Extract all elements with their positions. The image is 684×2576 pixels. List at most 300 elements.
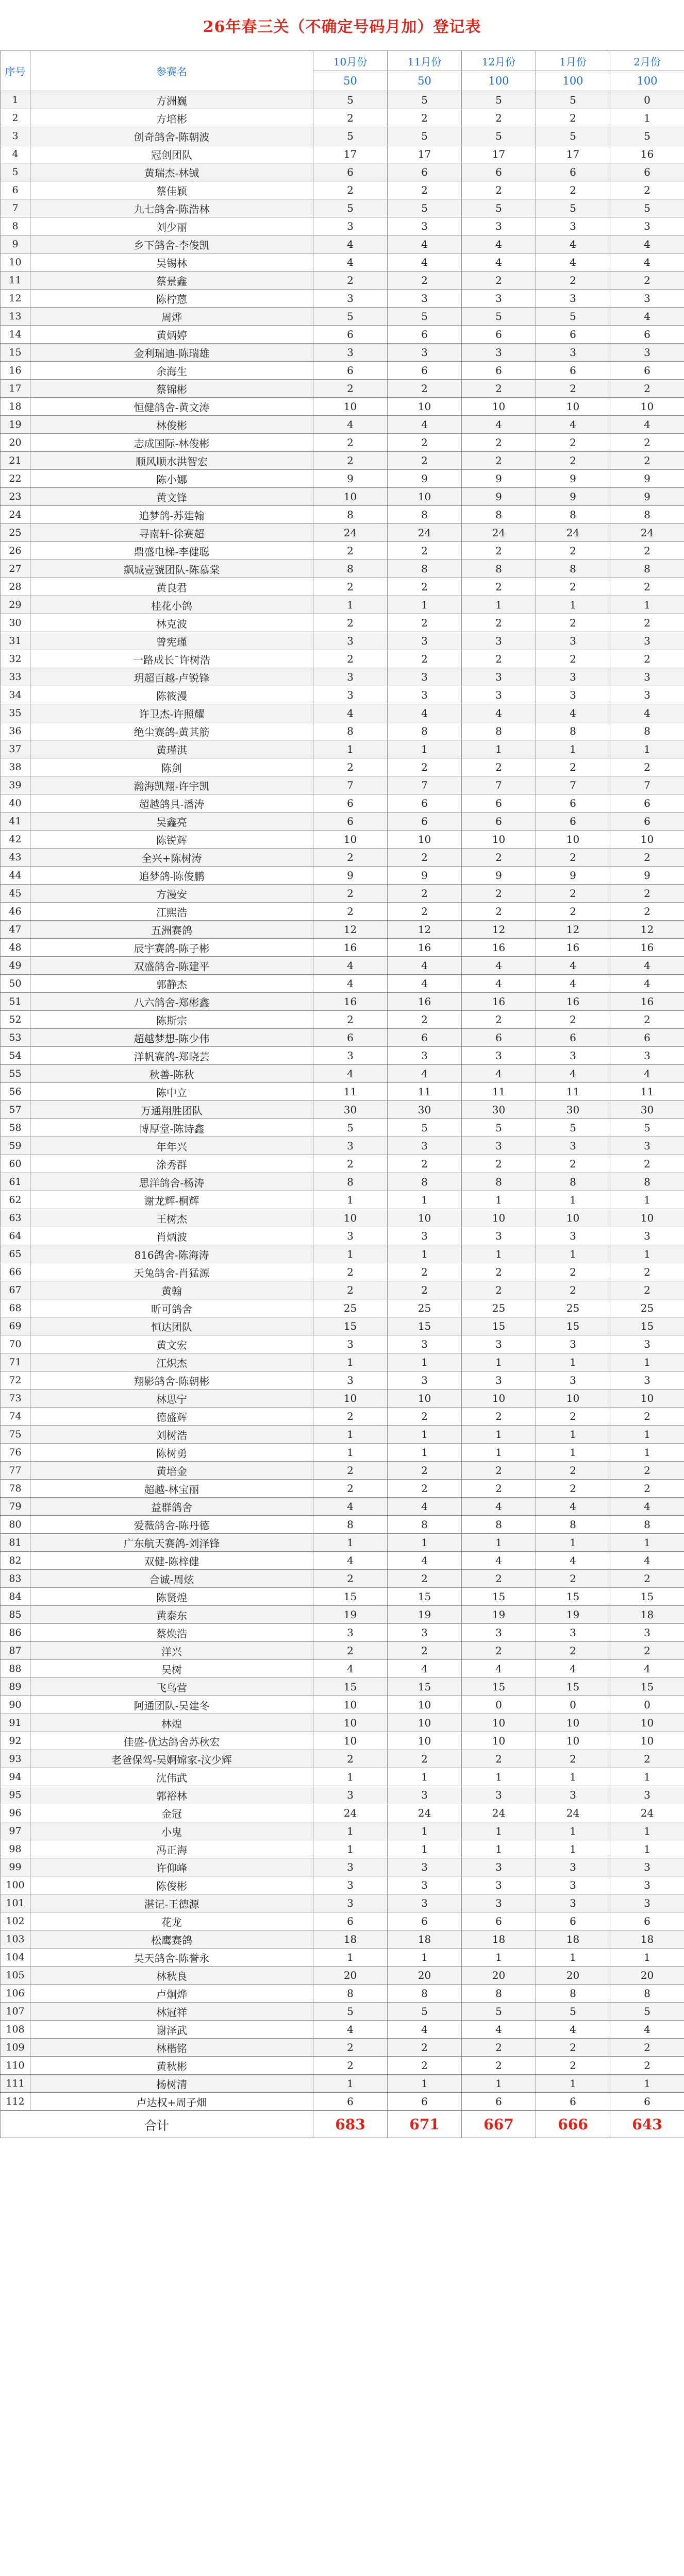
table-row	[1, 452, 684, 470]
row-count-feb: 1	[610, 1426, 684, 1444]
row-count-feb: 15	[610, 1588, 684, 1606]
row-participant-name: 蔡佳颖	[30, 181, 313, 199]
row-count-jan: 10	[536, 831, 610, 849]
row-serial-no: 29	[1, 596, 30, 614]
row-count-nov: 1	[388, 1534, 462, 1552]
row-count-dec: 2	[462, 452, 536, 470]
row-participant-name: 816鸽舍-陈海涛	[30, 1245, 313, 1263]
row-serial-no: 50	[1, 975, 30, 993]
row-count-jan: 3	[536, 1624, 610, 1642]
row-count-jan: 0	[536, 1696, 610, 1714]
row-serial-no: 22	[1, 470, 30, 488]
table-row	[1, 416, 684, 434]
row-count-feb: 8	[610, 1173, 684, 1191]
header-month-nov: 11月份	[388, 51, 462, 71]
row-count-oct: 2	[313, 1642, 388, 1660]
table-row	[1, 1317, 684, 1335]
row-participant-name: 追梦鸽-陈俊鹏	[30, 867, 313, 885]
row-serial-no: 111	[1, 2075, 30, 2093]
row-count-oct: 10	[313, 831, 388, 849]
row-serial-no: 94	[1, 1768, 30, 1786]
row-count-feb: 2	[610, 1408, 684, 1426]
row-count-dec: 4	[462, 957, 536, 975]
row-serial-no: 103	[1, 1930, 30, 1948]
table-row	[1, 145, 684, 163]
row-count-oct: 3	[313, 1858, 388, 1876]
row-count-dec: 2	[462, 109, 536, 127]
row-participant-name: 爱薇鸽舍-陈丹德	[30, 1516, 313, 1534]
row-participant-name: 昕可鸽舍	[30, 1299, 313, 1317]
row-count-dec: 4	[462, 1552, 536, 1570]
row-count-feb: 4	[610, 1498, 684, 1516]
row-count-oct: 19	[313, 1606, 388, 1624]
quota-jan: 100	[536, 71, 610, 91]
row-count-feb: 6	[610, 362, 684, 380]
table-row	[1, 1660, 684, 1678]
row-count-oct: 4	[313, 975, 388, 993]
row-count-nov: 1	[388, 1948, 462, 1967]
row-serial-no: 81	[1, 1534, 30, 1552]
row-count-oct: 5	[313, 127, 388, 145]
table-row	[1, 2057, 684, 2075]
row-count-oct: 2	[313, 434, 388, 452]
row-count-jan: 10	[536, 1209, 610, 1227]
row-count-oct: 8	[313, 560, 388, 578]
row-count-dec: 4	[462, 1498, 536, 1516]
row-count-oct: 10	[313, 1209, 388, 1227]
row-count-feb: 9	[610, 470, 684, 488]
row-count-dec: 1	[462, 1191, 536, 1209]
row-participant-name: 黄泰东	[30, 1606, 313, 1624]
row-count-oct: 2	[313, 109, 388, 127]
row-participant-name: 黄文锋	[30, 488, 313, 506]
row-participant-name: 小鬼	[30, 1822, 313, 1840]
row-serial-no: 64	[1, 1227, 30, 1245]
row-count-dec: 3	[462, 1335, 536, 1353]
row-participant-name: 林冠祥	[30, 2003, 313, 2021]
row-count-nov: 4	[388, 1498, 462, 1516]
row-participant-name: 黄良君	[30, 578, 313, 596]
table-row	[1, 1426, 684, 1444]
row-participant-name: 飙城壹號团队-陈慕棠	[30, 560, 313, 578]
row-count-jan: 1	[536, 1534, 610, 1552]
row-count-nov: 24	[388, 524, 462, 542]
row-count-oct: 2	[313, 2039, 388, 2057]
table-row	[1, 1444, 684, 1462]
table-row	[1, 217, 684, 235]
row-count-nov: 4	[388, 1660, 462, 1678]
table-row	[1, 2003, 684, 2021]
table-row	[1, 794, 684, 812]
row-count-oct: 2	[313, 1281, 388, 1299]
row-count-dec: 20	[462, 1967, 536, 1985]
row-count-feb: 2	[610, 1642, 684, 1660]
table-row	[1, 290, 684, 308]
row-count-nov: 2	[388, 1750, 462, 1768]
row-count-nov: 3	[388, 632, 462, 650]
row-count-dec: 6	[462, 163, 536, 181]
row-participant-name: 飞鸟营	[30, 1678, 313, 1696]
table-row	[1, 1209, 684, 1227]
row-serial-no: 37	[1, 740, 30, 758]
row-count-jan: 2	[536, 181, 610, 199]
row-count-jan: 2	[536, 272, 610, 290]
row-count-nov: 6	[388, 2093, 462, 2111]
row-count-dec: 19	[462, 1606, 536, 1624]
row-count-feb: 24	[610, 524, 684, 542]
row-serial-no: 101	[1, 1894, 30, 1912]
header-row-months	[1, 51, 684, 71]
row-count-feb: 10	[610, 1714, 684, 1732]
row-count-nov: 5	[388, 1119, 462, 1137]
table-row	[1, 596, 684, 614]
row-count-oct: 2	[313, 181, 388, 199]
row-count-feb: 2	[610, 650, 684, 668]
row-count-nov: 2	[388, 885, 462, 903]
row-count-oct: 6	[313, 326, 388, 344]
row-count-feb: 2	[610, 1750, 684, 1768]
row-count-nov: 15	[388, 1317, 462, 1335]
row-count-oct: 15	[313, 1317, 388, 1335]
row-count-nov: 3	[388, 1858, 462, 1876]
row-serial-no: 59	[1, 1137, 30, 1155]
row-participant-name: 佳盛-优达鸽舍苏秋宏	[30, 1732, 313, 1750]
row-serial-no: 48	[1, 939, 30, 957]
row-count-dec: 4	[462, 975, 536, 993]
header-month-dec: 12月份	[462, 51, 536, 71]
row-serial-no: 62	[1, 1191, 30, 1209]
row-serial-no: 87	[1, 1642, 30, 1660]
row-count-nov: 4	[388, 957, 462, 975]
row-count-jan: 8	[536, 1516, 610, 1534]
row-count-jan: 6	[536, 2093, 610, 2111]
table-row	[1, 344, 684, 362]
row-participant-name: 陈中立	[30, 1083, 313, 1101]
row-count-oct: 4	[313, 1660, 388, 1678]
row-count-oct: 3	[313, 1876, 388, 1894]
table-row	[1, 1173, 684, 1191]
row-participant-name: 九七鸽舍-陈浩林	[30, 199, 313, 217]
row-serial-no: 36	[1, 722, 30, 740]
row-count-dec: 3	[462, 1858, 536, 1876]
row-count-dec: 9	[462, 488, 536, 506]
row-count-jan: 2	[536, 2039, 610, 2057]
row-count-nov: 3	[388, 1137, 462, 1155]
row-count-nov: 3	[388, 1624, 462, 1642]
row-count-jan: 3	[536, 1876, 610, 1894]
row-count-jan: 1	[536, 1840, 610, 1858]
row-count-feb: 3	[610, 217, 684, 235]
row-count-jan: 15	[536, 1317, 610, 1335]
row-serial-no: 106	[1, 1985, 30, 2003]
row-count-oct: 16	[313, 993, 388, 1011]
row-participant-name: 金冠	[30, 1804, 313, 1822]
row-count-nov: 2	[388, 1263, 462, 1281]
row-serial-no: 90	[1, 1696, 30, 1714]
row-serial-no: 99	[1, 1858, 30, 1876]
row-serial-no: 20	[1, 434, 30, 452]
row-count-nov: 2	[388, 542, 462, 560]
row-count-dec: 17	[462, 145, 536, 163]
row-count-nov: 3	[388, 1047, 462, 1065]
row-count-jan: 3	[536, 1894, 610, 1912]
row-count-dec: 1	[462, 1426, 536, 1444]
row-count-dec: 4	[462, 1065, 536, 1083]
row-count-jan: 16	[536, 939, 610, 957]
row-count-oct: 30	[313, 1101, 388, 1119]
row-count-nov: 8	[388, 722, 462, 740]
row-count-jan: 5	[536, 1119, 610, 1137]
row-count-feb: 2	[610, 1263, 684, 1281]
row-count-oct: 8	[313, 1516, 388, 1534]
quota-feb: 100	[610, 71, 684, 91]
row-count-nov: 2	[388, 849, 462, 867]
row-count-jan: 2	[536, 1462, 610, 1480]
row-count-oct: 2	[313, 1263, 388, 1281]
row-count-dec: 8	[462, 506, 536, 524]
row-participant-name: 追梦鸽-苏建翰	[30, 506, 313, 524]
row-count-dec: 4	[462, 1660, 536, 1678]
row-count-nov: 3	[388, 1335, 462, 1353]
table-row	[1, 1191, 684, 1209]
row-participant-name: 吴鑫亮	[30, 812, 313, 831]
row-participant-name: 郭静杰	[30, 975, 313, 993]
table-row	[1, 1137, 684, 1155]
row-participant-name: 周烨	[30, 308, 313, 326]
row-count-feb: 1	[610, 740, 684, 758]
row-count-oct: 1	[313, 1534, 388, 1552]
row-participant-name: 方培彬	[30, 109, 313, 127]
row-count-dec: 6	[462, 1912, 536, 1930]
row-count-jan: 5	[536, 199, 610, 217]
row-count-feb: 3	[610, 1335, 684, 1353]
row-count-nov: 3	[388, 1371, 462, 1389]
row-count-oct: 7	[313, 776, 388, 794]
total-jan: 666	[536, 2111, 610, 2138]
quota-oct: 50	[313, 71, 388, 91]
row-participant-name: 超越梦想-陈少伟	[30, 1029, 313, 1047]
row-serial-no: 92	[1, 1732, 30, 1750]
row-participant-name: 双健-陈梓健	[30, 1552, 313, 1570]
row-serial-no: 57	[1, 1101, 30, 1119]
row-count-oct: 2	[313, 2057, 388, 2075]
row-count-dec: 5	[462, 91, 536, 109]
table-row	[1, 1786, 684, 1804]
row-serial-no: 42	[1, 831, 30, 849]
row-participant-name: 杨树清	[30, 2075, 313, 2093]
row-serial-no: 71	[1, 1353, 30, 1371]
row-count-dec: 9	[462, 867, 536, 885]
row-participant-name: 谢泽武	[30, 2021, 313, 2039]
row-count-feb: 4	[610, 957, 684, 975]
table-row	[1, 1804, 684, 1822]
row-count-nov: 2	[388, 181, 462, 199]
row-serial-no: 89	[1, 1678, 30, 1696]
row-count-dec: 8	[462, 722, 536, 740]
row-count-oct: 1	[313, 1822, 388, 1840]
row-participant-name: 创奇鸽舍-陈朝波	[30, 127, 313, 145]
row-participant-name: 双盛鸽舍-陈建平	[30, 957, 313, 975]
row-count-dec: 25	[462, 1299, 536, 1317]
row-count-oct: 2	[313, 903, 388, 921]
row-count-dec: 30	[462, 1101, 536, 1119]
row-serial-no: 30	[1, 614, 30, 632]
row-count-nov: 1	[388, 2075, 462, 2093]
table-row	[1, 1606, 684, 1624]
row-count-feb: 8	[610, 1985, 684, 2003]
row-count-jan: 6	[536, 163, 610, 181]
row-serial-no: 86	[1, 1624, 30, 1642]
row-count-dec: 2	[462, 1480, 536, 1498]
row-serial-no: 27	[1, 560, 30, 578]
row-participant-name: 林煌	[30, 1714, 313, 1732]
row-count-dec: 3	[462, 632, 536, 650]
row-participant-name: 天兔鸽舍-肖猛源	[30, 1263, 313, 1281]
row-count-jan: 3	[536, 632, 610, 650]
row-count-oct: 5	[313, 199, 388, 217]
table-row	[1, 506, 684, 524]
row-count-nov: 8	[388, 506, 462, 524]
table-row	[1, 614, 684, 632]
row-count-nov: 8	[388, 1516, 462, 1534]
row-participant-name: 刘树浩	[30, 1426, 313, 1444]
row-count-jan: 2	[536, 903, 610, 921]
table-row	[1, 1389, 684, 1408]
row-count-oct: 1	[313, 1353, 388, 1371]
row-count-nov: 11	[388, 1083, 462, 1101]
row-count-oct: 3	[313, 1894, 388, 1912]
table-row	[1, 1696, 684, 1714]
row-count-dec: 1	[462, 1840, 536, 1858]
row-count-jan: 4	[536, 1552, 610, 1570]
row-participant-name: 郭裕林	[30, 1786, 313, 1804]
row-count-dec: 12	[462, 921, 536, 939]
row-serial-no: 23	[1, 488, 30, 506]
row-serial-no: 70	[1, 1335, 30, 1353]
row-count-oct: 17	[313, 145, 388, 163]
row-count-jan: 3	[536, 668, 610, 686]
row-count-feb: 2	[610, 380, 684, 398]
row-count-oct: 2	[313, 1750, 388, 1768]
row-count-dec: 3	[462, 686, 536, 704]
table-row	[1, 849, 684, 867]
table-row	[1, 1335, 684, 1353]
row-count-nov: 3	[388, 290, 462, 308]
table-row	[1, 181, 684, 199]
row-count-feb: 10	[610, 1732, 684, 1750]
row-count-dec: 3	[462, 344, 536, 362]
table-row	[1, 1678, 684, 1696]
row-serial-no: 34	[1, 686, 30, 704]
table-row	[1, 560, 684, 578]
header-month-feb: 2月份	[610, 51, 684, 71]
row-participant-name: 陈剑	[30, 758, 313, 776]
table-row	[1, 91, 684, 109]
row-count-dec: 1	[462, 1534, 536, 1552]
row-count-oct: 3	[313, 686, 388, 704]
table-row	[1, 1353, 684, 1371]
row-count-dec: 3	[462, 1227, 536, 1245]
row-count-nov: 3	[388, 686, 462, 704]
table-row	[1, 1516, 684, 1534]
row-serial-no: 78	[1, 1480, 30, 1498]
table-row	[1, 722, 684, 740]
row-count-feb: 8	[610, 560, 684, 578]
row-count-dec: 9	[462, 470, 536, 488]
row-serial-no: 100	[1, 1876, 30, 1894]
row-participant-name: 林思宁	[30, 1389, 313, 1408]
row-count-dec: 2	[462, 650, 536, 668]
row-participant-name: 德盛辉	[30, 1408, 313, 1426]
row-count-dec: 6	[462, 2093, 536, 2111]
row-participant-name: 瀚海凯翔-许宇凯	[30, 776, 313, 794]
row-count-oct: 2	[313, 542, 388, 560]
row-serial-no: 108	[1, 2021, 30, 2039]
row-serial-no: 98	[1, 1840, 30, 1858]
row-count-dec: 8	[462, 560, 536, 578]
row-count-feb: 6	[610, 1029, 684, 1047]
table-row	[1, 1588, 684, 1606]
row-participant-name: 卢炯烨	[30, 1985, 313, 2003]
row-count-jan: 10	[536, 1389, 610, 1408]
row-serial-no: 91	[1, 1714, 30, 1732]
row-serial-no: 75	[1, 1426, 30, 1444]
row-count-dec: 2	[462, 1408, 536, 1426]
row-count-jan: 3	[536, 686, 610, 704]
row-count-oct: 4	[313, 235, 388, 253]
row-count-nov: 8	[388, 1985, 462, 2003]
row-count-nov: 2	[388, 1011, 462, 1029]
table-row	[1, 1155, 684, 1173]
row-count-nov: 8	[388, 1173, 462, 1191]
row-count-feb: 16	[610, 145, 684, 163]
table-body	[1, 91, 684, 2138]
row-count-feb: 3	[610, 1047, 684, 1065]
row-count-jan: 2	[536, 1408, 610, 1426]
row-count-nov: 5	[388, 2003, 462, 2021]
table-row	[1, 308, 684, 326]
row-count-nov: 2	[388, 1570, 462, 1588]
row-count-dec: 3	[462, 1786, 536, 1804]
row-participant-name: 陈贤煌	[30, 1588, 313, 1606]
row-count-oct: 5	[313, 2003, 388, 2021]
row-count-dec: 24	[462, 1804, 536, 1822]
table-row	[1, 1065, 684, 1083]
row-serial-no: 69	[1, 1317, 30, 1335]
row-count-feb: 5	[610, 2003, 684, 2021]
row-count-feb: 3	[610, 632, 684, 650]
row-count-oct: 10	[313, 1389, 388, 1408]
table-row	[1, 470, 684, 488]
row-count-nov: 2	[388, 578, 462, 596]
row-serial-no: 83	[1, 1570, 30, 1588]
row-count-jan: 2	[536, 109, 610, 127]
row-count-oct: 3	[313, 632, 388, 650]
row-count-nov: 6	[388, 1029, 462, 1047]
row-serial-no: 76	[1, 1444, 30, 1462]
row-participant-name: 湛记-王德源	[30, 1894, 313, 1912]
table-row	[1, 885, 684, 903]
row-count-feb: 3	[610, 668, 684, 686]
row-count-nov: 4	[388, 2021, 462, 2039]
row-count-dec: 3	[462, 1371, 536, 1389]
row-serial-no: 77	[1, 1462, 30, 1480]
row-count-oct: 1	[313, 1948, 388, 1967]
row-count-nov: 2	[388, 1480, 462, 1498]
row-count-dec: 2	[462, 181, 536, 199]
table-row	[1, 380, 684, 398]
row-participant-name: 方洲巍	[30, 91, 313, 109]
